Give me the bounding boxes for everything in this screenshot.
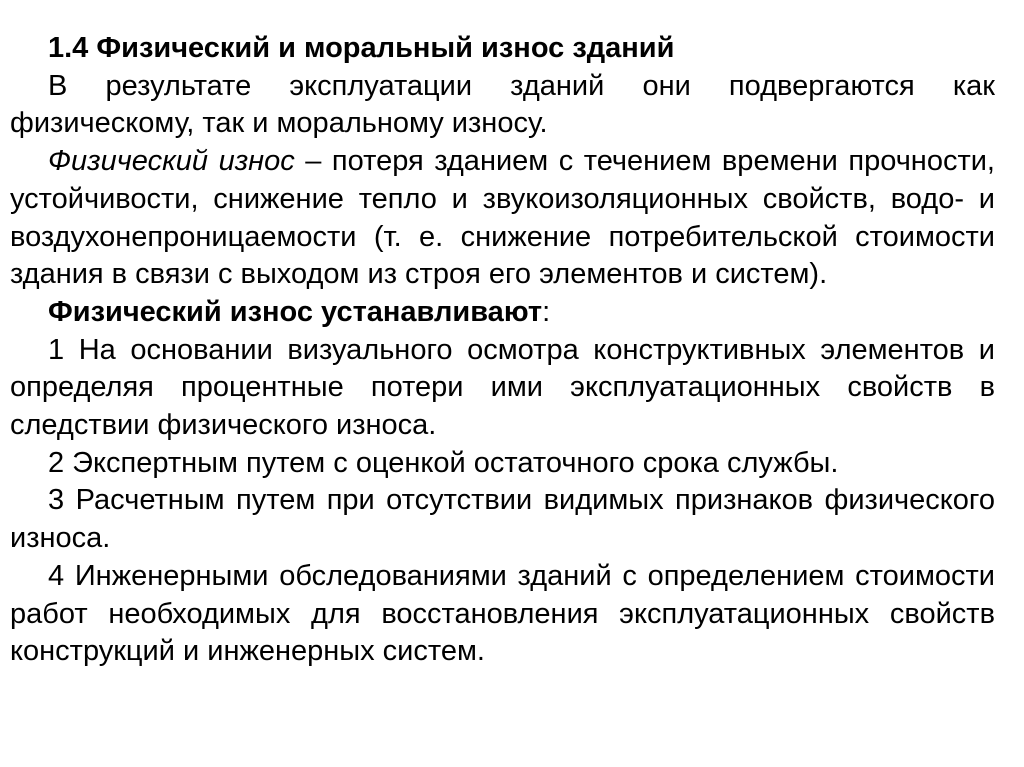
section-heading: 1.4 Физический и моральный износ зданий [48,32,675,64]
definition-term: Физический износ [48,145,295,178]
methods-heading [10,294,995,332]
methods-heading-label: Физический износ устанавливают [48,295,543,328]
intro-paragraph: В результате эксплуатации зданий они подвергаются как физическому, так и моральному износу. [10,69,995,140]
method-item-3: 3 Расчетным путем при отсутствии видимых признаков физического износа. [10,484,995,555]
methods-heading-suffix: : [542,295,551,328]
method-item-1: 1 На основании визуального осмотра конструктивных элементов и определяя процентные потери ими эксплуатационных свойств в следствии физического износа. [10,333,995,442]
method-item-4: 4 Инженерными обследованиями зданий с определением стоимости работ необходимых для восстановления эксплуатационных свойств конструкций и инженерных систем. [10,559,995,668]
method-item-2: 2 Экспертным путем с оценкой остаточного срока службы. [48,446,839,479]
definition-text: – потеря зданием с течением времени прочности, устойчивости, снижение тепло и звукоизоляционных свойств, водо- и воздухонепроницаемости (т. е. снижение потребительской стоимости здания в связи с выходом из строя его элементов и систем). [10,145,995,291]
definition-paragraph [10,143,995,294]
